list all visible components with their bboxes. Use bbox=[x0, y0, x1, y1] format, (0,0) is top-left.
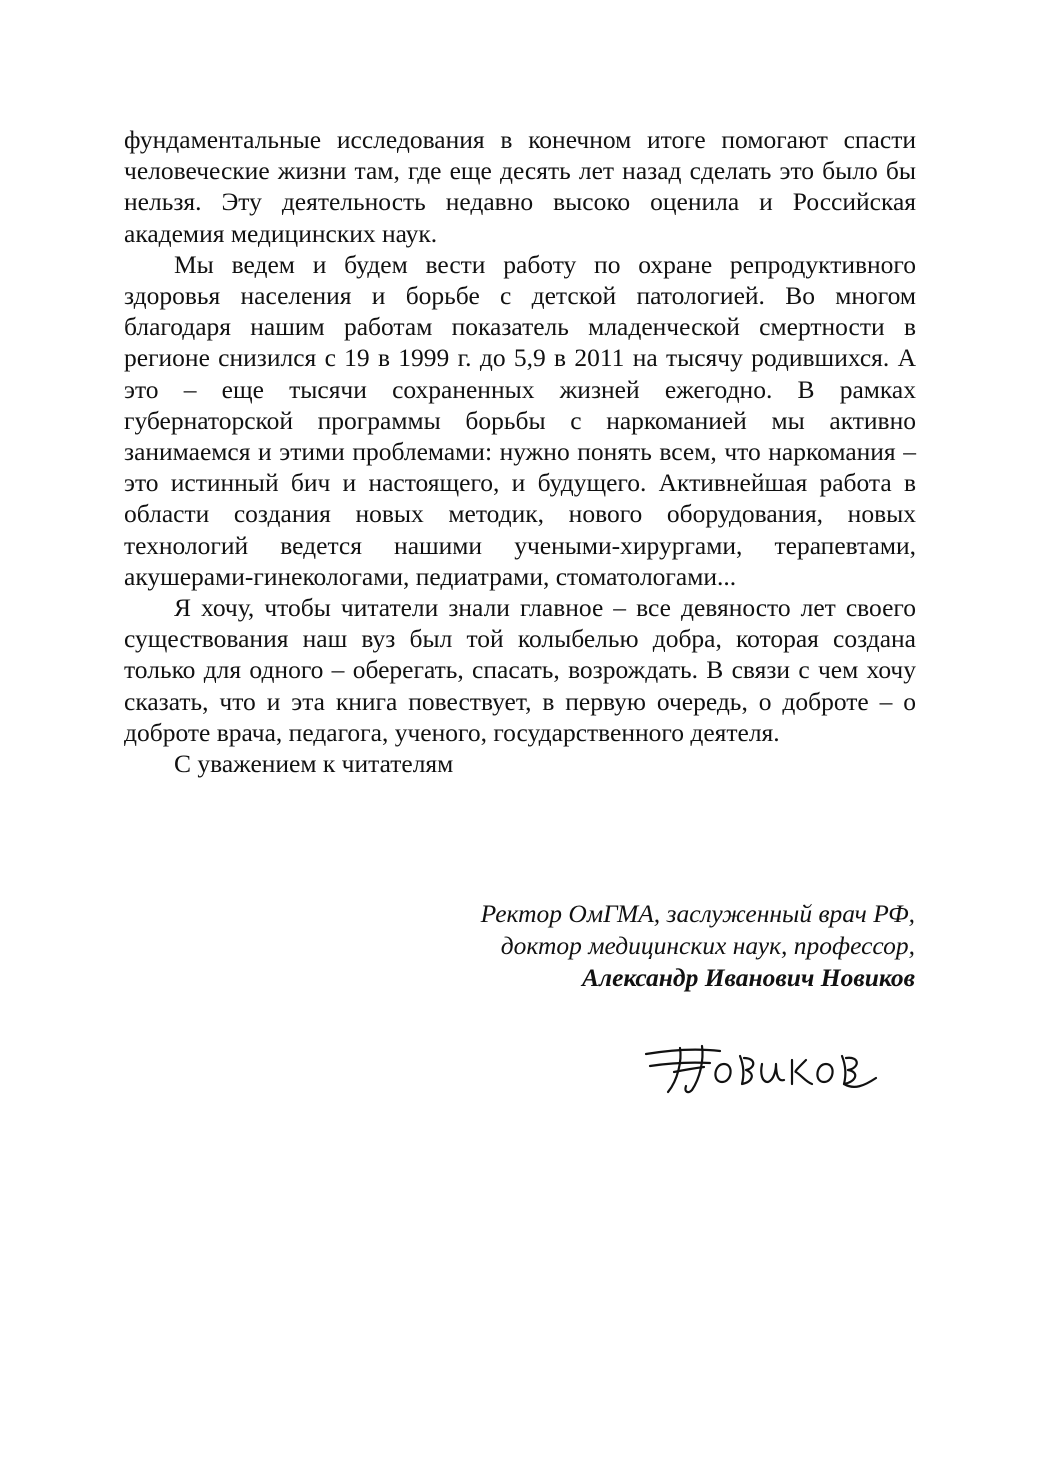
signature-stroke bbox=[842, 1056, 857, 1084]
closing-phrase: С уважением к читателям bbox=[174, 749, 454, 779]
paragraph: Мы ведем и будем вести работу по охране репродуктивного здоровья населения и борьбе с детской патологией. Во многом благодаря нашим работам показатель младенческой смертности в регионе снизился с 19 в 1999 г. до 5,9 в 2011 на тысячу родившихся. А это – еще тысячи сохраненных жизней ежегодно. В рамках губернаторской программы борьбы с наркоманией мы активно занимаемся и этими проблемами: нужно понять всем, что наркомания – это истинный бич и настоящего, и будущего. Активнейшая работа в области создания новых методик, нового оборудования, новых технологий ведется нашими учеными-хирургами, терапевтами, акушерами-гинекологами, педиатрами, стоматологами... bbox=[124, 249, 916, 591]
signature-flourish bbox=[646, 1050, 720, 1054]
signature-stroke bbox=[761, 1064, 784, 1082]
paragraph: Я хочу, чтобы читатели знали главное – все девяносто лет своего существования наш вуз был той колыбелью добра, которая создана только для одного – оберегать, спасать, возрождать. В связи с чем хочу сказать, что и эта книга повествует, в первую очередь, о доброте – о доброте врача, педагога, ученого, государственного деятеля. bbox=[124, 593, 916, 747]
handwritten-signature bbox=[640, 1020, 890, 1110]
signer-position: Ректор ОмГМА, заслуженный врач РФ, bbox=[480, 899, 915, 928]
signature-stroke bbox=[740, 1056, 753, 1084]
signature-stroke bbox=[795, 1060, 812, 1084]
letter-body bbox=[124, 124, 916, 779]
paragraph-continued: фундаментальные исследования в конечном итоге помогают спасти человеческие жизни там, где еще десять лет назад сделать это было бы нельзя. Эту деятельность недавно высоко оценила и Российская академия медицинских наук. bbox=[124, 125, 916, 248]
signature-stroke bbox=[715, 1064, 730, 1082]
signature-block bbox=[355, 898, 915, 994]
signer-degree: доктор медицинских наук, профессор, bbox=[500, 931, 915, 960]
signature-stroke bbox=[817, 1064, 832, 1082]
signer-name: Александр Иванович Новиков bbox=[581, 963, 915, 992]
